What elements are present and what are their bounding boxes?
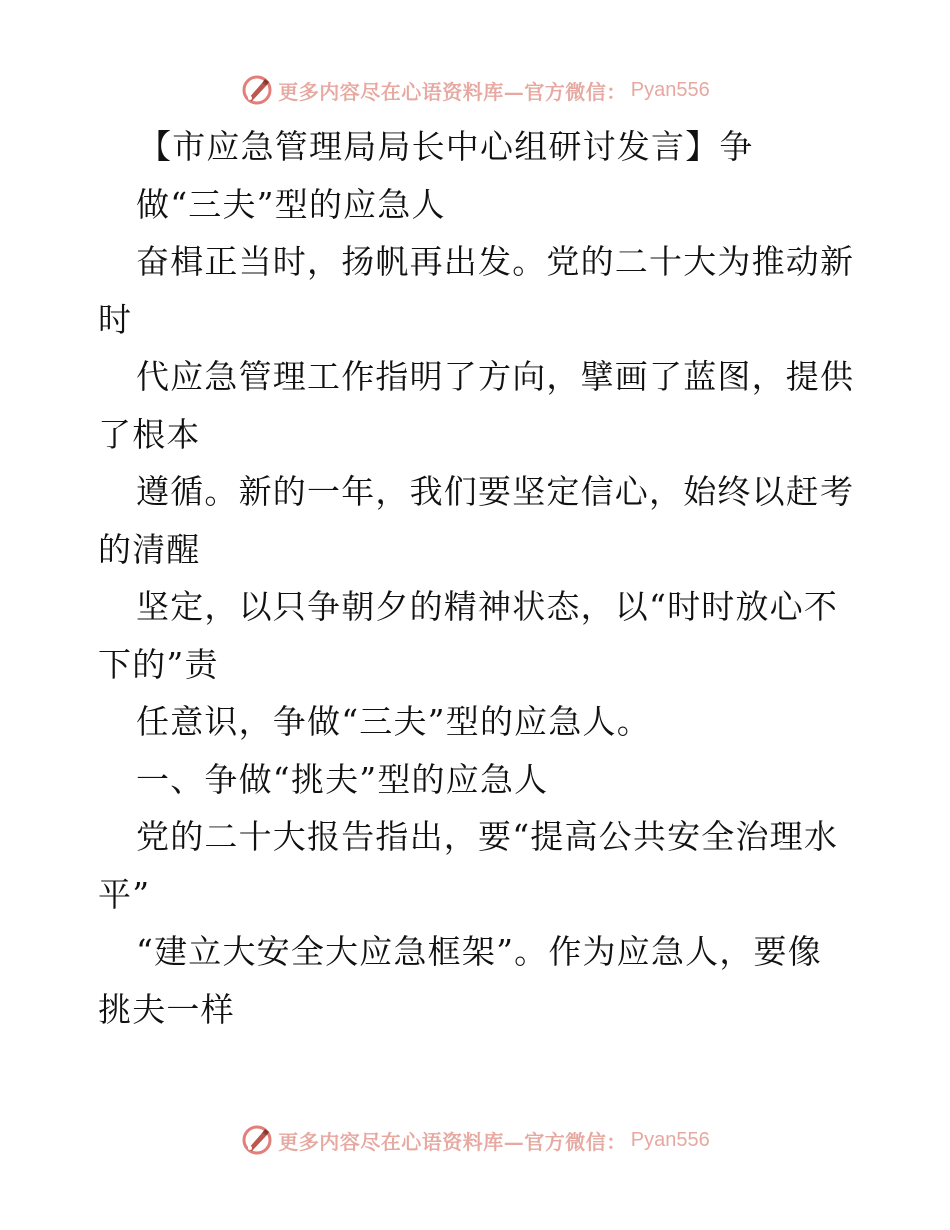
paragraph-line: 平” [98,874,151,914]
paragraph-line: 奋楫正当时，扬帆再出发。党的二十大为推动新 [136,242,855,281]
paragraph-line: 任意识，争做“三夫”型的应急人。 [136,702,651,741]
watermark-text: 更多内容尽在心语资料库—官方微信： [278,1129,627,1154]
watermark-brand: Pyan556 [630,78,710,101]
pen-logo-icon [240,1123,274,1157]
footer-watermark [0,1120,950,1160]
watermark-text: 更多内容尽在心语资料库—官方微信： [278,79,627,104]
paragraph-line: 代应急管理工作指明了方向，擘画了蓝图，提供 [136,357,855,396]
paragraph-line: 遵循。新的一年，我们要坚定信心，始终以赶考 [136,472,855,511]
paragraph-line: 了根本 [98,414,201,454]
document-body [98,118,858,1038]
watermark-brand: Pyan556 [630,1128,710,1151]
section-heading: 一、争做“挑夫”型的应急人 [136,759,549,799]
document-title-line: 做“三夫”型的应急人 [136,184,446,224]
header-watermark [0,70,950,110]
paragraph-line: 坚定，以只争朝夕的精神状态，以“时时放心不 [136,587,839,626]
pen-logo-icon [240,73,274,107]
paragraph-line: 党的二十大报告指出，要“提高公共安全治理水 [136,817,839,856]
paragraph-line: 时 [98,299,133,339]
paragraph-line: “建立大安全大应急框架”。作为应急人，要像 [136,932,822,971]
paragraph-line: 的清醒 [98,529,201,569]
document-title-line: 【市应急管理局局长中心组研讨发言】争 [138,127,754,166]
paragraph-line: 下的”责 [98,644,219,684]
paragraph-line: 挑夫一样 [98,989,235,1029]
